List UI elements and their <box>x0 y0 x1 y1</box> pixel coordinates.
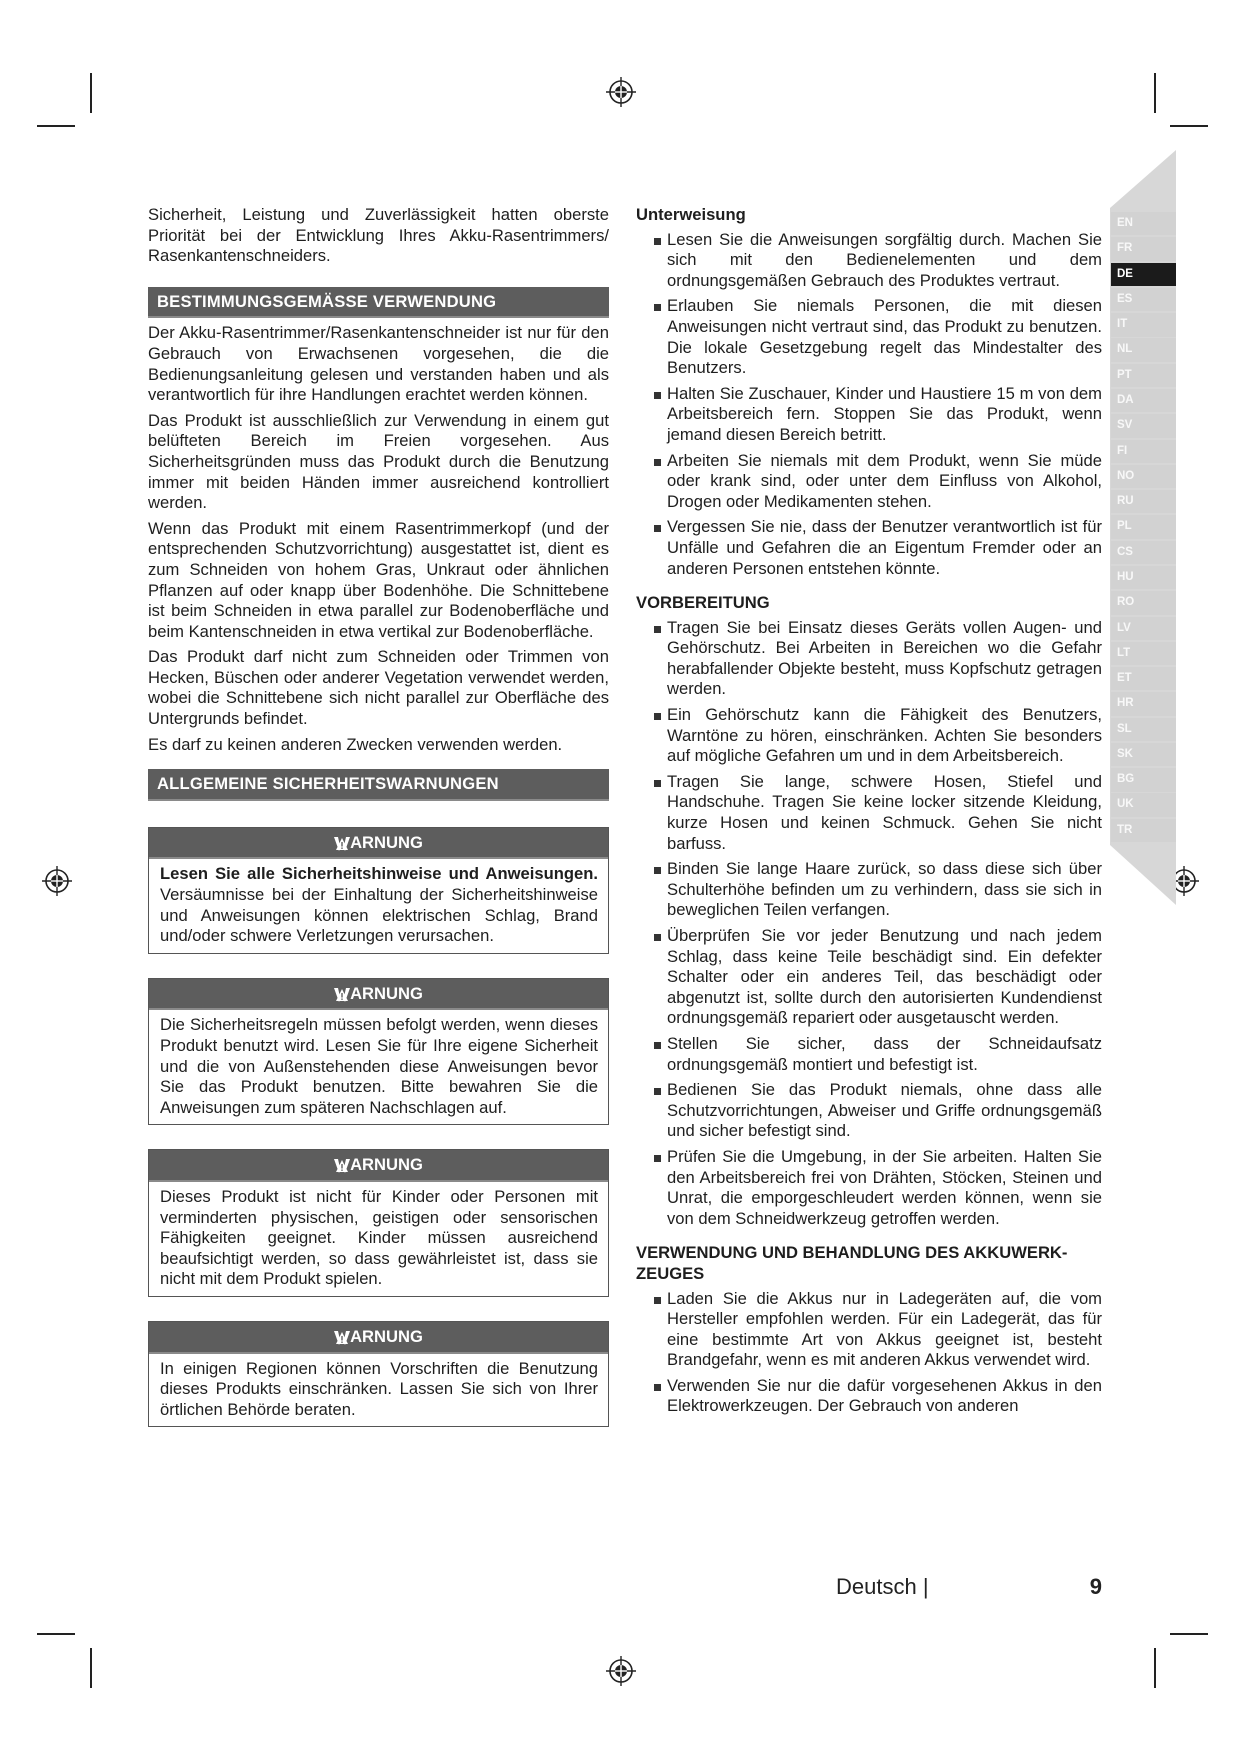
language-tab-sl: SL <box>1111 718 1176 741</box>
language-tab-en: EN <box>1111 212 1176 235</box>
list-item: Laden Sie die Akkus nur in Ladegeräten auf, die vom Hersteller empfohlen werden. Für ein Ladegerät, das für eine bestimmte Art von Akkus geeignet ist, besteht Brandgefahr, wenn es mit anderen Akkus verwendet wird. <box>636 1289 1102 1371</box>
list-akku <box>636 1289 1102 1418</box>
paragraph: Das Produkt ist ausschließlich zur Verwendung in einem gut belüfteten Bereich im Freien vorgesehen. Aus Sicherheitsgründen muss das Produkt durch die Benutzung immer mit beiden Händen immer ausreichend kontrolliert werden. <box>148 410 609 513</box>
language-tab-ru: RU <box>1111 490 1176 513</box>
list-item: Halten Sie Zuschauer, Kinder und Haustiere 15 m von dem Arbeitsbereich fern. Stoppen Sie das Produkt, wenn jemand diesen Bereich betritt. <box>636 384 1102 446</box>
page-footer <box>836 1574 1102 1604</box>
language-tab-pt: PT <box>1111 364 1176 387</box>
language-tab-bg: BG <box>1111 768 1176 791</box>
language-tab-et: ET <box>1111 667 1176 690</box>
list-item: Bedienen Sie das Produkt niemals, ohne dass alle Schutzvorrichtungen, Abweiser und Griffe ordnungsgemäß und sicher befestigt sind. <box>636 1080 1102 1142</box>
language-tab-sv: SV <box>1111 414 1176 437</box>
language-tab-fi: FI <box>1111 440 1176 463</box>
language-tab-no: NO <box>1111 465 1176 488</box>
crop-mark <box>90 1648 92 1688</box>
warning-text: In einigen Regionen können Vorschriften die Benutzung dieses Produkts einschränken. Lassen Sie sich von Ihrer örtlichen Behörde beraten. <box>160 1358 598 1419</box>
language-tab-pl: PL <box>1111 515 1176 538</box>
language-tab-tr: TR <box>1111 819 1176 842</box>
left-column <box>148 205 609 1427</box>
language-tab-it: IT <box>1111 313 1176 336</box>
warning-title: ARNUNG <box>149 828 608 860</box>
language-tab-lv: LV <box>1111 617 1176 640</box>
list-unterweisung <box>636 230 1102 580</box>
section-heading-safety-warnings: ALLGEMEINE SICHERHEITSWARNUNGEN <box>148 769 609 801</box>
paragraph: Der Akku-Rasentrimmer/Rasenkantenschneider ist nur für den Gebrauch von Erwachsenen vorgesehen, die die Bedienungsanleitung gelesen und verstanden haben und als verantwortlich für ihre Handlungen erachtet werden können. <box>148 323 609 405</box>
warning-triangle-icon <box>334 1157 350 1174</box>
warning-box <box>148 978 609 1126</box>
language-tab-de: DE <box>1111 263 1176 286</box>
warning-title: ARNUNG <box>149 1322 608 1354</box>
footer-language-label: Deutsch | <box>836 1574 929 1599</box>
list-item: Verwenden Sie nur die dafür vorgesehenen Akkus in den Elektrowerkzeugen. Der Gebrauch von anderen <box>636 1376 1102 1417</box>
warning-text: Die Sicherheitsregeln müssen befolgt werden, wenn dieses Produkt benutzt wird. Lesen Sie für Ihre eigene Sicherheit und die von Außenstehenden diese Anweisungen bevor Sie das Produkt benutzen. Bitte bewahren Sie die Anweisungen zum späteren Nachschlagen auf. <box>160 1015 598 1117</box>
language-tab-sk: SK <box>1111 743 1176 766</box>
list-item: Binden Sie lange Haare zurück, so dass diese sich über Schulterhöhe befinden um zu verhindern, dass sie sich in beweglichen Teilen verfangen. <box>636 859 1102 921</box>
paragraph: Das Produkt darf nicht zum Schneiden oder Trimmen von Hecken, Büschen oder anderer Vegetation verwendet werden, wobei die Schnittebene sich nicht parallel zur Oberfläche des Untergrunds befindet. <box>148 647 609 729</box>
language-tab-cs: CS <box>1111 541 1176 564</box>
page-number: 9 <box>1089 1574 1102 1599</box>
warning-triangle-icon <box>334 986 350 1003</box>
crop-mark <box>1154 1648 1156 1688</box>
language-tab-fr: FR <box>1111 237 1176 260</box>
crop-mark <box>37 1633 75 1635</box>
warning-text: Lesen Sie alle Sicherheitshinweise und Anweisungen. Versäumnisse bei der Einhaltung der Sicherheitshinweise und Anweisungen können elektrischen Schlag, Brand und/oder schwere Verletzungen verursachen. <box>160 864 598 946</box>
warning-box <box>148 827 609 954</box>
warning-title: ARNUNG <box>149 979 608 1011</box>
crop-mark <box>37 125 75 127</box>
right-column <box>636 205 1102 1422</box>
language-tab-uk: UK <box>1111 793 1176 816</box>
warning-box <box>148 1149 609 1297</box>
paragraph: Wenn das Produkt mit einem Rasentrimmerkopf (und der entsprechenden Schutzvorrichtung) ausgestattet ist, dient es zum Schneiden von hohem Gras, Unkraut oder ähnlichen Pflanzen auf oder knapp über Bodenhöhe. Die Schnittebene ist beim Schneiden in etwa parallel zur Bodenoberfläche und beim Kantenschneiden in etwa vertikal zur Bodenoberfläche. <box>148 518 609 641</box>
language-tab-es: ES <box>1111 288 1176 311</box>
language-tab-hu: HU <box>1111 566 1176 589</box>
list-vorbereitung <box>636 618 1102 1230</box>
crop-mark <box>90 73 92 113</box>
heading-unterweisung: Unterweisung <box>636 205 746 224</box>
language-tab-nl: NL <box>1111 338 1176 361</box>
list-item: Erlauben Sie niemals Personen, die mit diesen Anweisungen nicht vertraut sind, das Produkt zu benutzen. Die lokale Gesetzgebung regelt das Mindestalter des Benutzers. <box>636 296 1102 378</box>
list-item: Stellen Sie sicher, dass der Schneidaufsatz ordnungsgemäß montiert und befestigt ist. <box>636 1034 1102 1075</box>
warning-triangle-icon <box>334 835 350 852</box>
list-item: Lesen Sie die Anweisungen sorgfältig durch. Machen Sie sich mit den Bedienelementen und dem ordnungsgemäßen Gebrauch des Produktes vertraut. <box>636 230 1102 292</box>
list-item: Tragen Sie bei Einsatz dieses Geräts vollen Augen- und Gehörschutz. Bei Arbeiten in Bereichen wo die Gefahr herabfallender Objekte besteht, muss Kopfschutz getragen werden. <box>636 618 1102 700</box>
crop-mark <box>1170 1633 1208 1635</box>
crop-mark <box>1154 73 1156 113</box>
language-tab-hr: HR <box>1111 692 1176 715</box>
warning-text: Dieses Produkt ist nicht für Kinder oder Personen mit verminderten physischen, geistigen oder sensorischen Fähigkeiten geeignet. Kinder müssen ausreichend beaufsichtigt werden, so dass gewährleistet ist, dass sie nicht mit dem Produkt spielen. <box>160 1186 598 1289</box>
warning-box <box>148 1321 609 1427</box>
list-item: Überprüfen Sie vor jeder Benutzung und nach jedem Schlag, dass keine Teile beschädigt sind. Ein defekter Schalter oder ein anderes Teil, das beschädigt oder abgenutzt ist, sollte durch den autorisierten Kundendienst ordnungsgemäß repariert oder ausgetauscht werden. <box>636 926 1102 1029</box>
registration-mark-icon <box>606 1656 636 1686</box>
paragraph: Es darf zu keinen anderen Zwecken verwenden werden. <box>148 734 563 754</box>
heading-vorbereitung: VORBEREITUNG <box>636 593 770 613</box>
crop-mark <box>1170 125 1208 127</box>
registration-mark-icon <box>606 77 636 107</box>
warning-title: ARNUNG <box>149 1150 608 1182</box>
section-heading-intended-use: BESTIMMUNGSGEMÄSSE VERWENDUNG <box>148 287 609 319</box>
list-item: Prüfen Sie die Umgebung, in der Sie arbeiten. Halten Sie den Arbeitsbereich frei von Drähten, Stöcken, Steinen und Unrat, die emporgeschleudert werden können, wenn sie von dem Schneidwerkzeug getroffen werden. <box>636 1147 1102 1229</box>
language-tab-da: DA <box>1111 389 1176 412</box>
list-item: Vergessen Sie nie, dass der Benutzer verantwortlich ist für Unfälle und Gefahren die an Eigentum Fremder oder an anderen Personen entstehen könnte. <box>636 517 1102 579</box>
registration-mark-icon <box>42 866 72 896</box>
language-tab-lt: LT <box>1111 642 1176 665</box>
language-list <box>1111 212 1176 844</box>
list-item: Tragen Sie lange, schwere Hosen, Stiefel und Handschuhe. Tragen Sie keine locker sitzende Kleidung, kurze Hosen und keinen Schmuck. Gehen Sie nicht barfuss. <box>636 772 1102 854</box>
intro-paragraph: Sicherheit, Leistung und Zuverlässigkeit hatten oberste Priorität bei der Entwicklung Ihres Akku-Rasentrimmers/ Rasenkantenschneiders. <box>148 205 609 266</box>
list-item: Ein Gehörschutz kann die Fähigkeit des Benutzers, Warntöne zu hören, einschränken. Achten Sie besonders auf mögliche Gefahren um und in dem Arbeitsbereich. <box>636 705 1102 767</box>
heading-akku: VERWENDUNG UND BEHANDLUNG DES AKKUWERK-ZEUGES <box>636 1243 1068 1283</box>
list-item: Arbeiten Sie niemals mit dem Produkt, wenn Sie müde oder krank sind, oder unter dem Einfluss von Alkohol, Drogen oder Medikamenten stehen. <box>636 451 1102 513</box>
language-tab-ro: RO <box>1111 591 1176 614</box>
warning-triangle-icon <box>334 1329 350 1346</box>
